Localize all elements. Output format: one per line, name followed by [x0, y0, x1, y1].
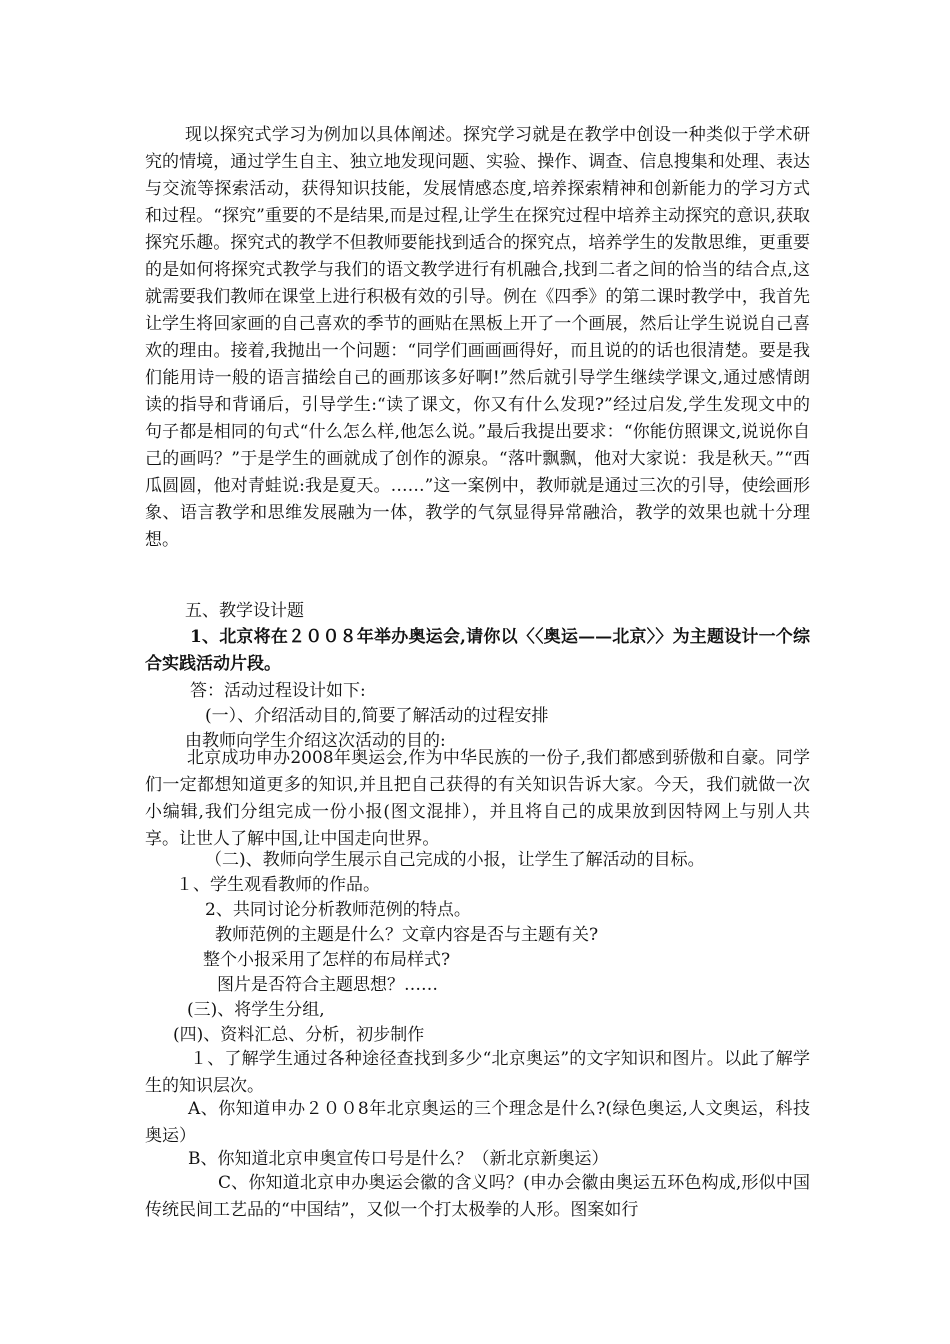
question-text: 1、北京将在２００８年举办奥运会,请你以〈〈奥运——北京〉〉为主题设计一个综合实践活动片段。 — [145, 627, 810, 674]
step4-question-b: B、你知道北京申奥宣传口号是什么？（新北京新奥运） — [188, 1149, 609, 1169]
step4-title: (四)、资料汇总、分析，初步制作 — [173, 1025, 425, 1045]
step1-body: 北京成功申办2008年奥运会,作为中华民族的一份子,我们都感到骄傲和自豪。同学们一定都想知道更多的知识,并且把自己获得的有关知识告诉大家。今天，我们就做一次小编辑,我们分组完成一份小报(图文混排），并且将自己的成果放到因特网上与别人共享。让世人了解中国,让中国走向世界。 — [145, 748, 810, 849]
step1-title: (一）、介绍活动目的,简要了解活动的过程安排 — [205, 706, 549, 726]
step2-title: （二)、教师向学生展示自己完成的小报，让学生了解活动的目标。 — [205, 850, 705, 870]
step2-item1: １、学生观看教师的作品。 — [176, 875, 380, 895]
section-heading: 五、教学设计题 — [185, 601, 304, 621]
step1-lead: 由教师向学生介绍这次活动的目的: — [185, 731, 446, 751]
step3-title: (三)、将学生分组, — [187, 1000, 325, 1020]
intro-paragraph: 现以探究式学习为例加以具体阐述。探究学习就是在教学中创设一种类似于学术研究的情境，通过学生自主、独立地发现问题、实验、操作、调查、信息搜集和处理、表达与交流等探索活动，获得知识技能，发展情感态度,培养探索精神和创新能力的学习方式和过程。“探究”重要的不是结果,而是过程,让学生在探究过程中培养主动探究的意识,获取探究乐趣。探究式的教学不但教师要能找到适合的探究点，培养学生的发散思维，更重要的是如何将探究式教学与我们的语文教学进行有机融合,找到二者之间的恰当的结合点,这就需要我们教师在课堂上进行积极有效的引导。例在《四季》的第二课时教学中，我首先让学生将回家画的自己喜欢的季节的画贴在黑板上开了一个画展，然后让学生说说自己喜欢的理由。接着,我抛出一个问题：“同学们画画画得好，而且说的的话也很清楚。要是我们能用诗一般的语言描绘自己的画那该多好啊!”然后就引导学生继续学课文,通过感情朗读的指导和背诵后，引导学生:“读了课文，你又有什么发现?”经过启发,学生发现文中的句子都是相同的句式“什么怎么样,他怎么说。”最后我提出要求：“你能仿照课文,说说你自己的画吗？”于是学生的画就成了创作的源泉。“落叶飘飘，他对大家说：我是秋天。”“西瓜圆圆，他对青蛙说:我是夏天。……”这一案例中，教师就是通过三次的引导，使绘画形象、语言教学和思维发展融为一体，教学的气氛显得异常融洽，教学的效果也就十分理想。 — [145, 125, 810, 550]
step2-question1: 教师范例的主题是什么？文章内容是否与主题有关? — [215, 925, 599, 945]
answer-intro: 答：活动过程设计如下: — [190, 681, 366, 701]
step2-question2: 整个小报采用了怎样的布局样式? — [203, 950, 451, 970]
step2-item2: 2、共同讨论分析教师范例的特点。 — [205, 900, 471, 920]
step4-question-c: C、你知道北京申办奥运会徽的含义吗？(申办会徽由奥运五环色构成,形似中国传统民间工艺品的“中国结”，又似一个打太极拳的人形。图案如行 — [145, 1173, 810, 1220]
step4-item1: １、了解学生通过各种途径查找到多少“北京奥运”的文字知识和图片。以此了解学生的知识层次。 — [145, 1049, 810, 1096]
step4-question-a: A、你知道申办２００8年北京奥运的三个理念是什么?(绿色奥运,人文奥运，科技奥运） — [145, 1099, 810, 1146]
step2-question3: 图片是否符合主题思想？…… — [217, 975, 438, 995]
